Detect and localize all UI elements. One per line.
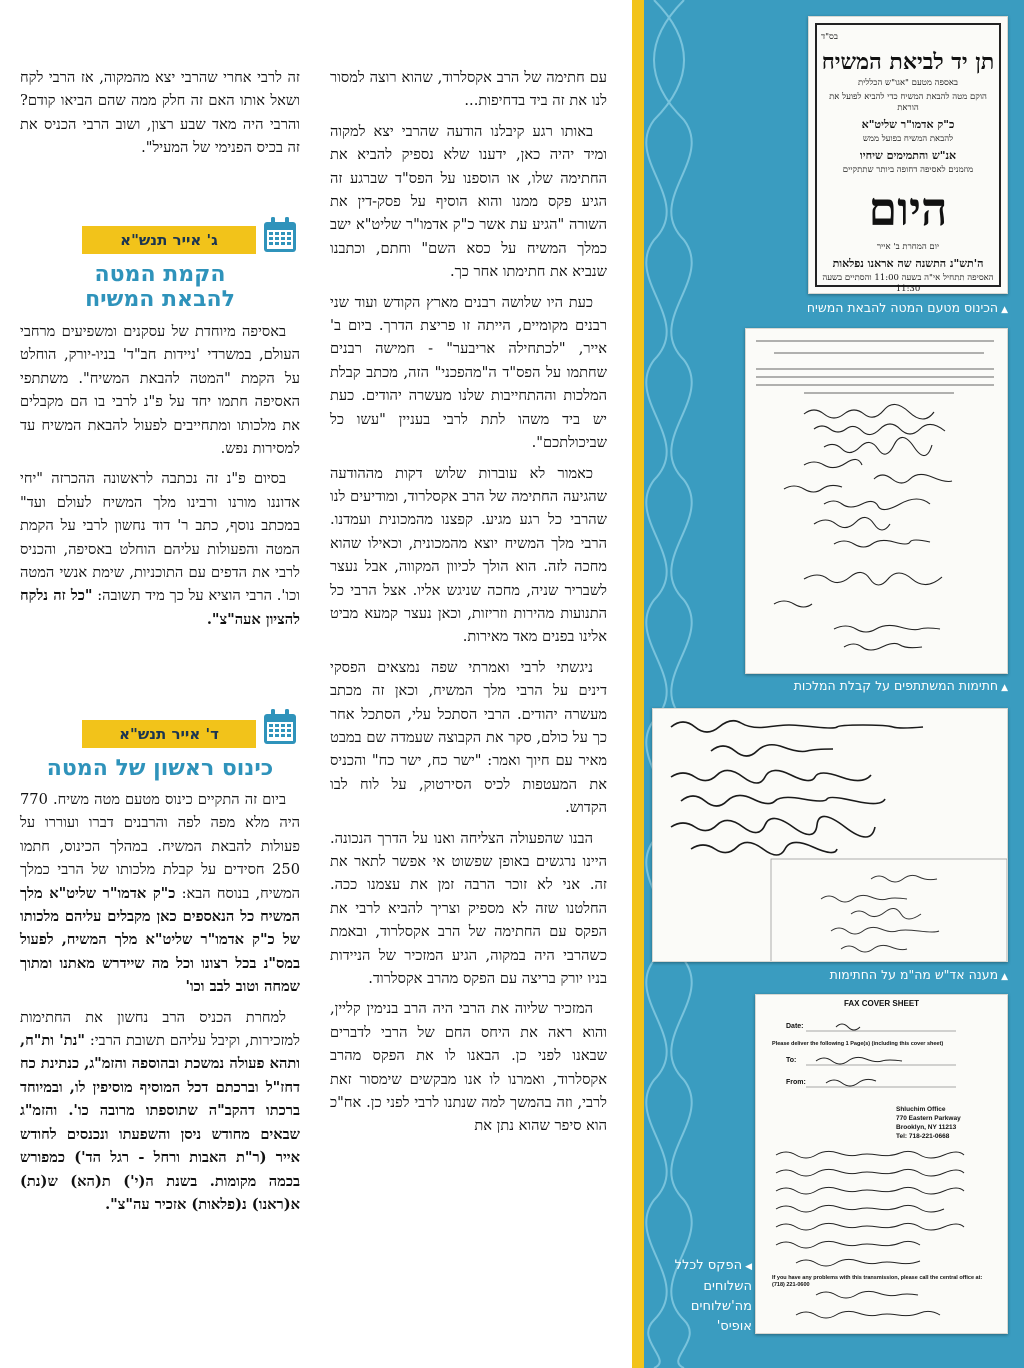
fax-pages-label: Please deliver the following 1 Page(s) (including this cover sheet) <box>772 1041 944 1047</box>
paragraph: כאמור לא עוברות שלוש דקות מההודעה שהגיעה החתימה של הרב אקסלרוד, ומודיעים לנו שהרבי כל רגע מגיע. קפצנו מהמכונית ועמדנו. הרבי מלך המשיח יוצא מהמכונית, וכאילו שהוא מחכה לזה. הוא הולך לכיוון המקווה, אבל נעצר לשבריר שניה, מחכה שניגש אליו. אצל הרבי כל התנועות מהירות וזריזות, וכאן נעצר קמעא מביט אלינו בפנים מאד מאירות. <box>330 464 607 646</box>
fax-office-block: Shluchim Office 770 Eastern Parkway Brooklyn, NY 11213 Tel: 718-221-0668 <box>896 1106 961 1140</box>
caption-triangle-icon: ▲ <box>1001 305 1008 315</box>
paragraph: באותו רגע קיבלנו הודעה שהרבי יצא למקוה ומיד יהיה כאן, ידענו שלא נספיק להביא את החתימה שלו, או הוספנו על הפס"ד שברגע זה הגיע פקס ממנו והוא הוסיף על פסק-דין את השורה "הגיע עת אשר כ"ק אדמו"ר שליט"א ישב כמלך המשיח על כסא השם" וחתם, וכתבנו שנביא את חתימתו אחר כך. <box>330 122 607 281</box>
calendar-icon <box>262 708 298 746</box>
caption-answer: ▲מענה אד"ש מה"מ על החתימות <box>829 967 1008 982</box>
paragraph: ביום זה התקיים כינוס מטעם מטה משיח. 770 היה מלא מפה לפה והרבנים דברו ועוררו על פעולות להבאת המשיח. במהלך הכינוס, חתמו 250 חסידים על קבלת מלכותו של הרבי כמלך המשיח, בנוסח הבא: כ"ק אדמו"ר שליט"א מלך המשיח כל הנאספים כאן מקבלים עליהם מלכותו של כ"ק אדמו"ר שליט"א מלך המשיח, לפעול במס"נ בכל רצונו וכל מה שיידרש מאתנו ומתוך שמחה וטוב לבב וכו' <box>20 791 300 996</box>
flyer-line: הוקם מטה להבאת המשיח כדי להביא לפועל את הוראת <box>829 92 987 113</box>
rebbe-answer-text: "נת' ות"ח, ותהא פעולה נמשכת ובהוספה והזמ"ג, כנתינת כח דחז"ל וברכתם דכל המוסיף מוסיפין לו, ובמיוחד ברכתו דהקב"ה שתוספתו מרובה כו'. והזמ"ג שבאים מחודש ניסן והשפעתו ונכנסים לחודש אייר (ר"ת האבות ורחל - רגל הד') כמפורש בכמה מקומות. בשנת ה(י') ת(הא) ש(נת) א(ראנו) נ(פלאות) אזכיר עה"צ". <box>20 1032 300 1213</box>
section-title-first-gathering: כינוס ראשון של המטה <box>46 756 274 781</box>
calendar-icon <box>262 216 298 254</box>
date-banner-4-iyar: ד' אייר תנש"א <box>82 720 256 748</box>
announcement-flyer-image <box>808 16 1008 294</box>
rebbe-answer-quote: "כל זה נלקח להציון אעה"צ". <box>20 587 300 628</box>
flyer-line: ה'תש"נ התשנה שה אראנו נפלאות <box>832 257 984 270</box>
flyer-title: תן יד לביאת המשיח <box>821 49 995 75</box>
paragraph: כעת היו שלושה רבנים מארץ הקודש ועוד שני רבנים מקומיים, הייתה זו פריצת הדרך. ביום ב' אייר, "לכתחילה אריבער" - חמישה רבנים שחתמו על הפס"ד ה"מהפכני" הזה, מכתב קבלת המלכות וההתחייבות שלנו מעשרה יהודים. כעת יש ביד משהו לתת לרבי בעניין "עשו כל שביכולתכם". <box>330 293 607 452</box>
caption-signatures: ▲חתימות המשתתפים על קבלת המלכות <box>793 678 1008 693</box>
caption-flyer: ▲הכינוס מטעם המטה להבאת המשיח <box>806 300 1008 315</box>
flyer-line: מוזמנים לאסיפה דחופה ביותר שתתקיים <box>842 165 974 175</box>
fax-title: FAX COVER SHEET <box>843 999 920 1008</box>
paragraph: המזכיר שליוה את הרבי היה הרב בנימין קליין, והוא ראה את היחס החם של הרבי לדברים שבאנו לפני כן. הבאנו לו את הפקס מהרב אקסלרוד, ואמרנו לו אנו מבקשים שימסור זאת לרבי, וזה בהמשך למה שנתנו לרבי לפני כן. אח"כ הוא סיפר שהוא נתן את <box>330 1000 607 1135</box>
section1-body <box>20 320 300 638</box>
handwritten-signatures <box>745 329 1007 674</box>
flyer-line: אנ"ש והתמימים שיחיו <box>859 149 957 162</box>
flyer-document <box>815 23 1001 294</box>
section-title-mateh-founding: הקמת המטה להבאת המשיח <box>85 262 235 312</box>
caption-triangle-icon: ◀ <box>745 1262 752 1272</box>
paragraph: למחרת הכניס הרב נחשון את החתימות למזכירות, וקיבל עליהם תשובת הרבי: "נת' ות"ח, ותהא פעולה נמשכת ובהוספה והזמ"ג, כנתינת כח דחז"ל וברכתם דכל המוסיף מוסיפין לו, ובמיוחד ברכתו דהקב"ה שתוספתו מרובה כו'. והזמ"ג שבאים מחודש ניסן והשפעתו ונכנסים לחודש אייר (ר"ת האבות ורחל - רגל הד') כמפורש בכמה מקומות. בשנת ה(י') ת(הא) ש(נת) א(ראנו) נ(פלאות) אזכיר עה"צ". <box>20 1008 301 1213</box>
flyer-headline: היום <box>868 182 948 236</box>
flyer-line: כ"ק אדמו"ר שליט"א <box>861 118 955 131</box>
flyer-line: האסיפה תתחיל אי"ה בשעה 11:00 והסתיים בשעה 11:30 <box>822 273 994 294</box>
section2-body <box>20 788 300 1223</box>
paragraph: עם חתימה של הרב אקסלרוד, שהוא רוצה למסור לנו את זה ביד בדחיפות... <box>330 69 607 110</box>
caption-triangle-icon: ▲ <box>1001 972 1008 982</box>
fax-date-label: Date: <box>786 1023 804 1030</box>
signatures-sheet-image <box>745 328 1008 674</box>
article-column-left-top <box>20 66 300 167</box>
flyer-line: באספה מטעם "אגו"ש הכללית <box>857 78 959 88</box>
handwritten-answer-image <box>652 708 1008 962</box>
paragraph: בסיום פ"נ זה נכתבה לראשונה ההכרזה "יחי אדוננו מורנו ורבינו מלך המשיח לעולם ועד" במכתב נוסף, כתב ר' דוד נחשון לרבי על הקמת המטה והפעולות עליהם הוחלט באסיפה, והכניס לרבי את הדפים עם התוכניות, שימת אנשי המטה וכו'. הרבי הוציא על כך מיד תשובה: "כל זה נלקח להציון אעה"צ". <box>20 470 300 628</box>
handwritten-answer <box>652 709 1007 962</box>
caption-fax: ◀הפקס לכלל השלוחים מה'שלוחים אופיס' <box>674 1258 752 1334</box>
flyer-line: להבאת המשיח בפועל ממש <box>862 134 954 144</box>
paragraph: ניגשתי לרבי ואמרתי שפה נמצאים הפסקי דינים על הרבי מלך המשיח, וכאן זה מכתב מעשרה יהודים. הרבי הסתכל עלי, הסתכל אחר כך על כולם, סקר את הקבוצה שעמדה שם במבט מאיר עם חיוך ואמר: "ישר כח, ישר כח" והכניס את המעטפות לכיס הסירטוק, על לוח לבו הקדוש. <box>330 658 607 817</box>
fax-cover-sheet-image <box>755 994 1008 1334</box>
paragraph: זה לרבי אחרי שהרבי יצא מהמקוה, אז הרבי לקח ושאל אותו האם זה חלק ממה שהם הביאו קודם? והרבי היה מאד שבע רצון, ושוב הרבי הכניס את זה בכיס הפנימי של המעיל". <box>20 69 300 157</box>
flyer-bsd: בס"ד <box>821 32 838 42</box>
fax-from-label: From: <box>786 1079 806 1086</box>
fax-to-label: To: <box>786 1057 797 1064</box>
acceptance-text: כ"ק אדמו"ר שליט"א מלך המשיח כל הנאספים כאן מקבלים עליהם מלכותו של כ"ק אדמו"ר שליט"א מלך המשיח, לפעול במס"נ בכל רצונו וכל מה שיידרש מאתנו ומתוך שמחה וטוב לבב וכו' <box>20 884 300 996</box>
article-column-right <box>330 66 607 1145</box>
fax-footer: If you have any problems with this transmission, please call the central office at: (718) 221-0600 <box>772 1275 983 1288</box>
caption-triangle-icon: ▲ <box>1001 683 1008 693</box>
paragraph: הבנו שהפעולה הצליחה ואנו על הדרך הנכונה. היינו נרגשים באופן שפשוט אי אפשר לתאר את זה. אני לא זוכר הרבה זמן את עצמנו ככה. החלטנו שזה לא מספיק וצריך להביא לרבי את הפקס עם החתימה של הרב אקסלרוד, ובאמת כשהרבי היה במקוה, הגיע המזכיר של הניידות בניו יורק בריצה עם הפקס מהרב אקסלרוד. <box>330 829 607 988</box>
yellow-divider-stripe <box>632 0 644 1368</box>
date-banner-3-iyar: ג' אייר תנש"א <box>82 226 256 254</box>
paragraph: באסיפה מיוחדת של עסקנים ומשפיעים מרחבי העולם, במשרדי 'ניידות חב"ד' בניו-יורק, הוחלט על הקמת "המטה להבאת המשיח". משתתפי האסיפה חתמו יחד על פ"נ לרבי בו הם מקבלים את מלכותו ומתחייבים לפעול להבאת המשיח עד למסירות נפש. <box>20 323 300 458</box>
flyer-line: יום המחרת ב' אייר <box>876 242 940 252</box>
